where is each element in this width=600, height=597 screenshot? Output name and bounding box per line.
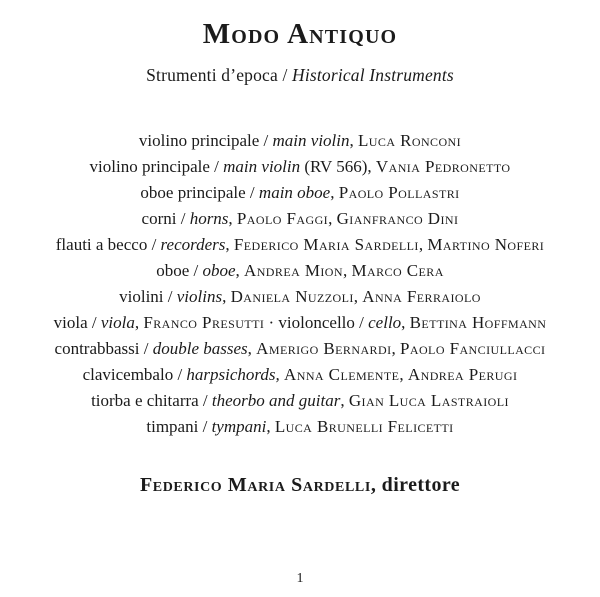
roster-segment: cello [368,313,402,332]
roster-line [0,362,600,388]
roster-segment: Anna Clemente [284,365,400,384]
roster-line [0,154,600,180]
roster-segment: main oboe [258,183,331,202]
roster-segment: Paolo Faggi [236,209,329,228]
roster-segment: violino principale / [89,157,224,176]
roster-segment: clavicembalo / [82,365,187,384]
roster-segment: , [418,235,428,254]
roster-segment: viola [100,313,135,332]
roster-segment: Luca Brunelli Felicetti [274,417,454,436]
director-name: Federico Maria Sardelli [139,474,371,496]
roster-segment: Luca Ronconi [358,131,462,150]
roster-segment: Paolo Pollastri [338,183,460,202]
roster-segment: , [222,287,231,306]
roster-segment: double basses [152,339,248,358]
roster-segment: violino principale / [138,131,273,150]
roster-segment: tympani [211,417,267,436]
roster-segment: harpsichords, [186,365,280,384]
roster-segment: contrabbassi / [54,339,153,358]
roster-line [0,180,600,206]
roster-line [0,414,600,440]
roster-segment: Federico Maria Sardelli [233,235,419,254]
roster-segment: viola / [53,313,101,332]
roster-segment: Martino Noferi [427,235,545,254]
roster-segment: , [225,235,234,254]
roster-line [0,284,600,310]
roster-segment: , [235,261,245,280]
roster-segment: , [343,261,352,280]
roster-segment: corni / [141,209,190,228]
roster-segment: main violin [223,157,301,176]
roster-segment: , [266,417,275,436]
roster-segment: violins [176,287,223,306]
roster-segment: Andrea Perugi [407,365,518,384]
roster-segment: main violin [272,131,350,150]
roster-line [0,232,600,258]
roster-segment: , [353,287,363,306]
roster-segment: Amerigo Bernardi [256,339,392,358]
roster-segment: flauti a becco / [55,235,161,254]
roster-segment: , [349,131,358,150]
roster-segment: , [391,339,400,358]
roster-line [0,336,600,362]
roster-line [0,128,600,154]
roster-segment: timpani / [146,417,212,436]
roster-segment: oboe principale / [140,183,259,202]
roster-segment: tiorba e chitarra / [91,391,212,410]
roster-segment: horns [189,209,229,228]
roster-line [0,388,600,414]
roster-segment: , [330,183,339,202]
roster-segment: · violoncello / [264,313,369,332]
roster-segment: , [228,209,237,228]
director-line [0,472,600,498]
roster-segment: , [134,313,144,332]
roster-segment: Paolo Fanciullacci [400,339,546,358]
roster-segment: , [399,365,408,384]
roster-line [0,258,600,284]
roster-segment: Bettina Hoffmann [409,313,547,332]
page-number: 1 [296,571,304,586]
subtitle [0,64,600,86]
roster-segment: oboe [202,261,236,280]
subtitle-separator: / [277,65,293,85]
roster-segment: Gian Luca Lastraioli [348,391,509,410]
roster-segment: Marco Cera [351,261,444,280]
roster-segment: recorders [160,235,226,254]
roster-segment: , [340,391,349,410]
subtitle-roman: Strumenti d’epoca [146,65,278,85]
roster-segment: , [401,313,410,332]
subtitle-italic: Historical Instruments [292,65,454,85]
roster-segment: Anna Ferraiolo [362,287,481,306]
roster-segment: (RV 566), [300,157,376,176]
roster-segment: , [247,339,257,358]
director-suffix: , direttore [370,474,461,496]
roster-segment: Gianfranco Dini [336,209,459,228]
roster-segment: Vania Pedronetto [375,157,511,176]
roster-segment: theorbo and guitar [211,391,341,410]
roster-segment: , [328,209,337,228]
roster-segment: Franco Presutti [143,313,265,332]
roster-segment: violini / [119,287,177,306]
roster-segment: oboe / [156,261,203,280]
roster-segment: Andrea Mion [244,261,343,280]
roster-line [0,206,600,232]
roster-segment: Daniela Nuzzoli [230,287,354,306]
page-title: Modo Antiquo [202,18,398,50]
roster-line [0,310,600,336]
musician-roster [0,128,600,440]
